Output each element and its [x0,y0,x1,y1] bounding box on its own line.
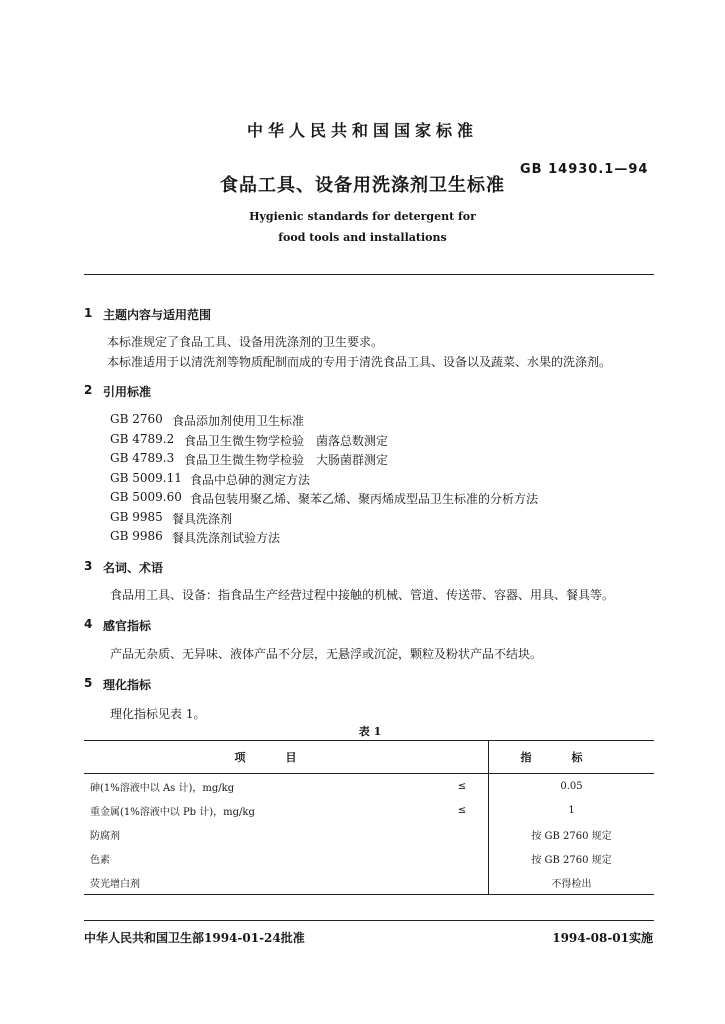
section-title: 主题内容与适用范围 [103,308,212,322]
table-cell-value: 按 GB 2760 规定 [489,846,655,870]
document-title: 食品工具、设备用洗涤剂卫生标准 [220,175,505,196]
table-cell-item: 荧光增白剂 [84,870,436,895]
section-title: 理化指标 [103,678,152,692]
table-header-value: 指标 [489,741,655,774]
reference-name: 食品中总砷的测定方法 [190,473,311,487]
reference-name: 食品添加剂使用卫生标准 [172,414,305,428]
english-title-line2: food tools and installations [278,231,447,244]
table-cell-item: 砷(1%溶液中以 As 计)，mg/kg [90,782,235,794]
reference-code: GB 4789.3 [110,451,175,465]
footer-divider [84,920,654,921]
table-cell-value: 0.05 [489,774,655,799]
paragraph: 理化指标见表 1。 [110,707,206,721]
section-title: 感官指标 [103,619,152,633]
section-number: 5 [84,676,93,690]
english-title-line1: Hygienic standards for detergent for [249,210,476,223]
approval-note: 中华人民共和国卫生部1994-01-24批准 [84,931,305,945]
section-number: 1 [84,306,93,320]
reference-name: 食品卫生微生物学检验 菌落总数测定 [184,434,389,448]
reference-code: GB 9986 [110,529,163,543]
table-row [84,870,654,895]
table-cell-item: 防腐剂 [90,830,120,842]
table-header-row [84,741,654,774]
section-number: 4 [84,617,93,631]
table-row [84,774,654,799]
table-cell-operator: ≤ [457,804,467,816]
table-row [84,798,654,822]
reference-code: GB 4789.2 [110,432,175,446]
standard-code: GB 14930.1—94 [520,162,649,177]
reference-name: 食品卫生微生物学检验 大肠菌群测定 [184,453,389,467]
national-standard-heading: 中华人民共和国国家标准 [246,121,478,140]
reference-code: GB 2760 [110,412,163,426]
reference-code: GB 9985 [110,510,163,524]
paragraph: 本标准适用于以清洗剂等物质配制而成的专用于清洗食品工具、设备以及蔬菜、水果的洗涤剂。 [107,355,612,369]
section-title: 引用标准 [103,385,152,399]
section-number: 3 [84,559,93,573]
table-cell-value: 按 GB 2760 规定 [489,822,655,846]
reference-code: GB 5009.60 [110,490,182,504]
header-divider [84,274,654,275]
paragraph: 食品用工具、设备：指食品生产经营过程中接触的机械、管道、传送带、容器、用具、餐具等。 [110,588,615,602]
reference-code: GB 5009.11 [110,471,182,485]
table-cell-operator: ≤ [457,780,467,792]
implementation-date: 1994-08-01实施 [552,931,653,945]
reference-name: 餐具洗涤剂试验方法 [172,531,281,545]
table-cell-operator [436,870,489,895]
table-row [84,846,654,870]
section-title: 名词、术语 [103,561,164,575]
section-number: 2 [84,383,93,397]
paragraph: 产品无杂质、无异味、液体产品不分层，无悬浮或沉淀，颗粒及粉状产品不结块。 [110,647,543,661]
table-row [84,822,654,846]
indicator-table [84,740,654,895]
table-cell-operator [436,822,489,846]
reference-name: 餐具洗涤剂 [172,512,233,526]
reference-name: 食品包装用聚乙烯、聚苯乙烯、聚丙烯成型品卫生标准的分析方法 [190,492,539,506]
table-cell-value: 1 [489,798,655,822]
table-cell-operator [436,846,489,870]
table-header-item: 项目 [84,741,489,774]
table-cell-item: 色素 [90,854,110,866]
table-cell-item: 重金属(1%溶液中以 Pb 计)，mg/kg [90,806,255,818]
paragraph: 本标准规定了食品工具、设备用洗涤剂的卫生要求。 [107,335,384,349]
table-cell-value: 不得检出 [489,870,655,895]
table-caption: 表 1 [358,725,382,738]
